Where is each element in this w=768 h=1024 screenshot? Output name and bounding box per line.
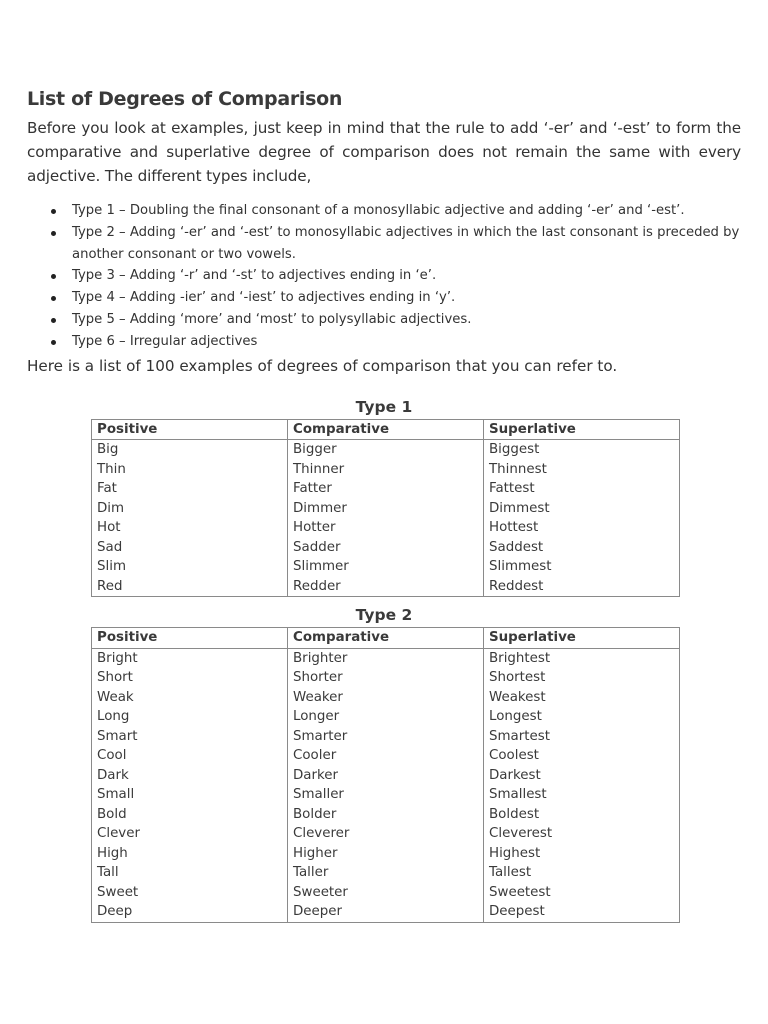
table-row [92,668,680,688]
table-cell: Fattest [484,479,680,499]
table-cell: Taller [288,863,484,883]
table-cell: Higher [288,844,484,864]
table-cell: Smartest [484,727,680,747]
table-cell: Brightest [484,648,680,668]
table-cell: Smart [92,727,288,747]
table-cell: Brighter [288,648,484,668]
table-row [92,499,680,519]
table-row [92,805,680,825]
table-header-row [92,419,680,440]
table-cell: Dim [92,499,288,519]
document-page [27,88,741,923]
column-header: Positive [92,628,288,649]
column-header: Comparative [288,628,484,649]
table-cell: Shorter [288,668,484,688]
table-cell: Bright [92,648,288,668]
table-row [92,440,680,460]
table-cell: Sad [92,538,288,558]
table-cell: Dark [92,766,288,786]
table-cell: Deep [92,902,288,922]
table-cell: Weak [92,688,288,708]
table-cell: Fat [92,479,288,499]
table-cell: Cleverest [484,824,680,844]
list-item: Type 3 – Adding ‘-r’ and ‘-st’ to adjectives ending in ‘e’. [72,265,741,287]
table-header-row [92,628,680,649]
table-cell: Long [92,707,288,727]
table-cell: Thin [92,460,288,480]
table-cell: Reddest [484,577,680,597]
table-cell: Bolder [288,805,484,825]
table-cell: Slimmest [484,557,680,577]
table-cell: Bold [92,805,288,825]
types-list [27,200,741,353]
table-cell: Smarter [288,727,484,747]
list-item: Type 6 – Irregular adjectives [72,331,741,353]
table-row [92,538,680,558]
table-row [92,460,680,480]
table-cell: Fatter [288,479,484,499]
table-cell: Deepest [484,902,680,922]
list-item: Type 5 – Adding ‘more’ and ‘most’ to polysyllabic adjectives. [72,309,741,331]
table-row [92,648,680,668]
table-cell: Sweeter [288,883,484,903]
table-cell: Slimmer [288,557,484,577]
table-row [92,824,680,844]
table-cell: Boldest [484,805,680,825]
table-cell: Weakest [484,688,680,708]
table-cell: Red [92,577,288,597]
table-cell: Cool [92,746,288,766]
table-row [92,863,680,883]
table-title-type-2: Type 2 [355,606,413,625]
table-cell: Slim [92,557,288,577]
table-cell: Hottest [484,518,680,538]
table-cell: Longest [484,707,680,727]
table-cell: Darker [288,766,484,786]
table-cell: Tallest [484,863,680,883]
intro-paragraph: Before you look at examples, just keep in mind that the rule to add ‘-er’ and ‘-est’ to form the comparative and superlative degree of comparison does not remain the same with every adjective. The different types include, [27,119,741,185]
table-cell: Deeper [288,902,484,922]
table-cell: Redder [288,577,484,597]
list-item: Type 4 – Adding -ier’ and ‘-iest’ to adjectives ending in ‘y’. [72,287,741,309]
table-cell: Biggest [484,440,680,460]
type-1-table [91,419,680,598]
table-cell: Highest [484,844,680,864]
table-row [92,785,680,805]
table-cell: Sweetest [484,883,680,903]
table-row [92,902,680,922]
table-row [92,688,680,708]
table-cell: Small [92,785,288,805]
table-cell: Shortest [484,668,680,688]
page-title: List of Degrees of Comparison [27,88,343,110]
table-cell: Smallest [484,785,680,805]
table-row [92,746,680,766]
table-cell: Weaker [288,688,484,708]
table-cell: High [92,844,288,864]
table-title-type-1: Type 1 [355,397,413,416]
table-cell: Sweet [92,883,288,903]
table-row [92,766,680,786]
table-row [92,883,680,903]
table-cell: Hot [92,518,288,538]
column-header: Positive [92,419,288,440]
table-row [92,557,680,577]
column-header: Comparative [288,419,484,440]
list-item: Type 1 – Doubling the final consonant of a monosyllabic adjective and adding ‘-er’ and ‘-est’. [72,200,741,222]
table-cell: Thinnest [484,460,680,480]
table-cell: Dimmest [484,499,680,519]
list-item: Type 2 – Adding ‘-er’ and ‘-est’ to monosyllabic adjectives in which the last consonant is preceded by another consonant or two vowels. [72,222,741,266]
table-row [92,707,680,727]
table-cell: Clever [92,824,288,844]
table-row [92,727,680,747]
table-row [92,479,680,499]
table-cell: Big [92,440,288,460]
table-cell: Cleverer [288,824,484,844]
table-cell: Short [92,668,288,688]
table-cell: Saddest [484,538,680,558]
table-cell: Longer [288,707,484,727]
table-cell: Thinner [288,460,484,480]
table-cell: Sadder [288,538,484,558]
table-cell: Smaller [288,785,484,805]
table-row [92,577,680,597]
table-row [92,844,680,864]
table-cell: Darkest [484,766,680,786]
type-2-table [91,627,680,923]
table-cell: Bigger [288,440,484,460]
column-header: Superlative [484,419,680,440]
table-cell: Coolest [484,746,680,766]
column-header: Superlative [484,628,680,649]
outro-paragraph: Here is a list of 100 examples of degrees of comparison that you can refer to. [27,356,618,375]
table-cell: Tall [92,863,288,883]
table-cell: Cooler [288,746,484,766]
table-row [92,518,680,538]
table-cell: Hotter [288,518,484,538]
table-cell: Dimmer [288,499,484,519]
